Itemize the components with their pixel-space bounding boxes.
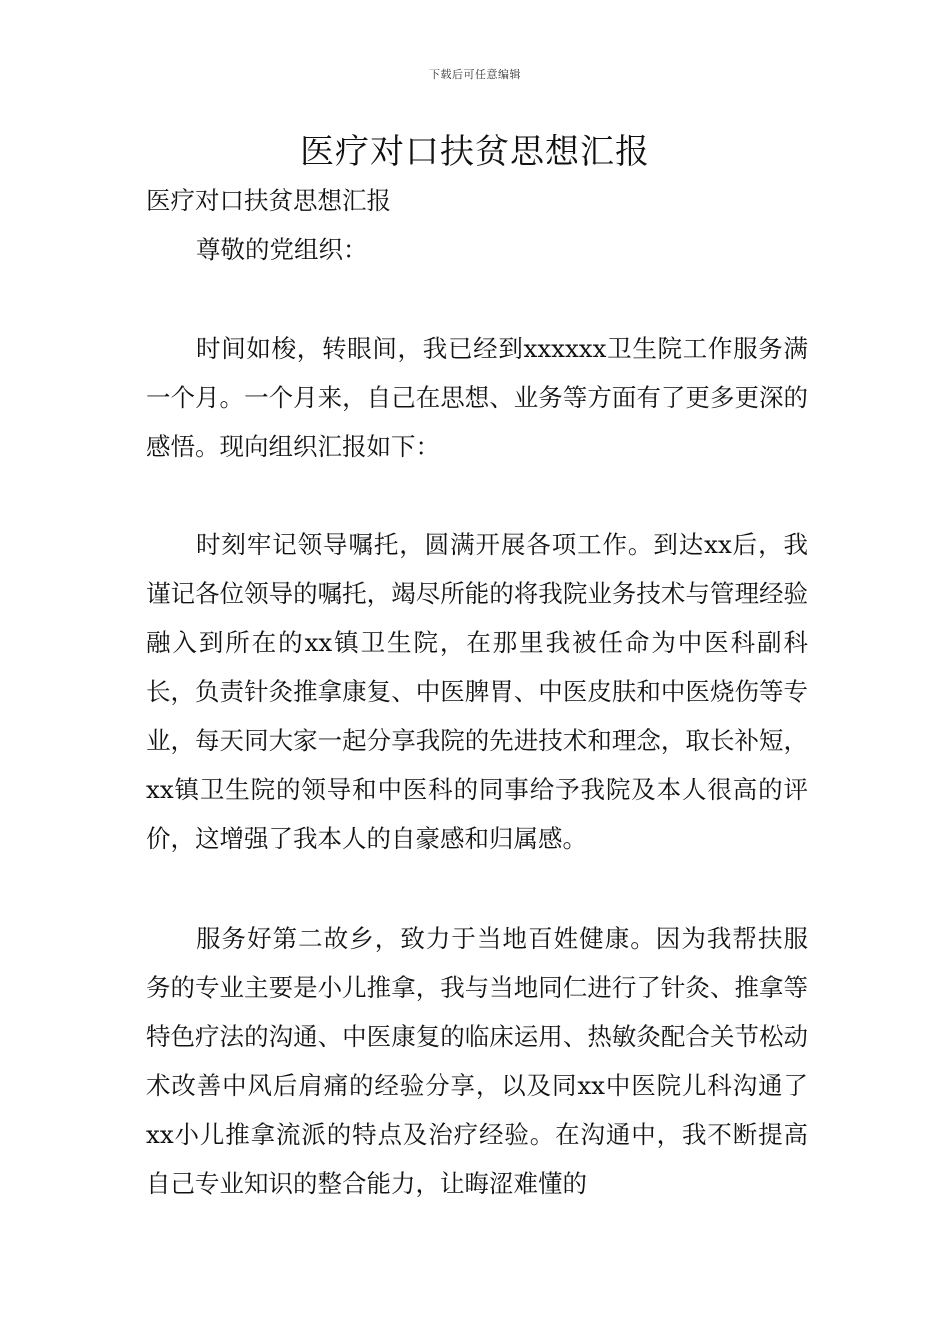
salutation: 尊敬的党组织：	[196, 235, 368, 264]
document-subtitle: 医疗对口扶贫思想汇报	[146, 186, 391, 215]
paragraph-2: 时刻牢记领导嘱托，圆满开展各项工作。到达xx后，我谨记各位领导的嘱托，竭尽所能的将我院业务技术与管理经验融入到所在的xx镇卫生院，在那里我被任命为中医科副科长，负责针灸推拿康复、中医脾胃、中医皮肤和中医烧伤等专业，每天同大家一起分享我院的先进技术和理念，取长补短，xx镇卫生院的领导和中医科的同事给予我院及本人很高的评价，这增强了我本人的自豪感和归属感。	[146, 530, 808, 853]
paragraph-1: 时间如梭，转眼间，我已经到xxxxxx卫生院工作服务满一个月。一个月来，自己在思想、业务等方面有了更多更深的感悟。现向组织汇报如下：	[146, 334, 808, 461]
paragraph-3: 服务好第二故乡，致力于当地百姓健康。因为我帮扶服务的专业主要是小儿推拿，我与当地同仁进行了针灸、推拿等特色疗法的沟通、中医康复的临床运用、热敏灸配合关节松动术改善中风后肩痛的经验分享，以及同xx中医院儿科沟通了xx小儿推拿流派的特点及治疗经验。在沟通中，我不断提高自己专业知识的整合能力，让晦涩难懂的	[146, 924, 808, 1198]
header-note: 下载后可任意编辑	[429, 68, 521, 81]
page-title: 医疗对口扶贫思想汇报	[300, 132, 650, 172]
